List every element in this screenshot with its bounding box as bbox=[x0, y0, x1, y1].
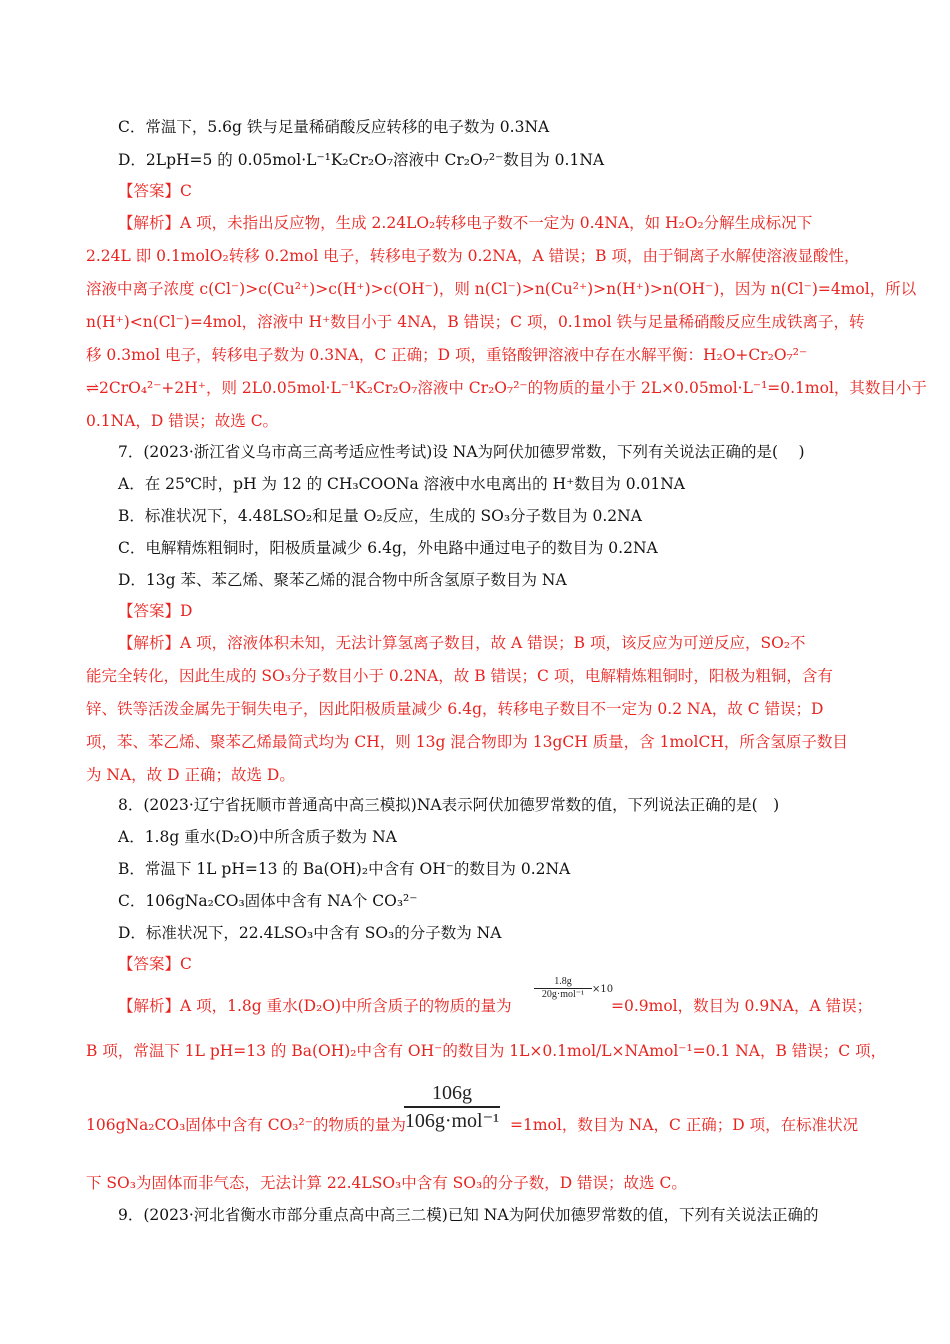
analysis-7-line3: 锌、铁等活泼金属先于铜失电子，因此阳极质量减少 6.4g，转移电子数目不一定为 0.2 NA，故 C 错误；D bbox=[86, 700, 824, 718]
analysis-7-line2: 能完全转化，因此生成的 SO₃分子数目小于 0.2NA，故 B 错误；C 项，电解精炼粗铜时，阳极为粗铜，含有 bbox=[86, 667, 833, 685]
fraction-denominator: 106g·mol⁻¹ bbox=[404, 1110, 500, 1132]
analysis-6-line6: ⇌2CrO₄²⁻+2H⁺，则 2L0.05mol·L⁻¹K₂Cr₂O₇溶液中 Cr₂O₇²⁻的物质的量小于 2L×0.05mol·L⁻¹=0.1mol，其数目小于 bbox=[86, 379, 927, 397]
question8-option-a: A．1.8g 重水(D₂O)中所含质子数为 NA bbox=[118, 828, 397, 846]
question7-option-c: C．电解精炼粗铜时，阳极质量减少 6.4g，外电路中通过电子的数目为 0.2NA bbox=[118, 539, 658, 557]
question7-option-d: D．13g 苯、苯乙烯、聚苯乙烯的混合物中所含氢原子数目为 NA bbox=[118, 571, 567, 589]
fraction-numerator: 1.8g bbox=[554, 976, 572, 987]
analysis-8-line3-start: 106gNa₂CO₃固体中含有 CO₃²⁻的物质的量为 bbox=[86, 1116, 406, 1134]
question6-option-c: C．常温下，5.6g 铁与足量稀硝酸反应转移的电子数为 0.3NA bbox=[118, 118, 550, 136]
analysis-6-line3: 溶液中离子浓度 c(Cl⁻)>c(Cu²⁺)>c(H⁺)>c(OH⁻)，则 n(Cl⁻)>n(Cu²⁺)>n(H⁺)>n(OH⁻)，因为 n(Cl⁻)=4mol，所以 bbox=[86, 280, 917, 298]
question7-option-b: B．标准状况下，4.48LSO₂和足量 O₂反应，生成的 SO₃分子数目为 0.2NA bbox=[118, 507, 642, 525]
analysis-6-line7: 0.1NA，D 错误；故选 C。 bbox=[86, 412, 279, 430]
analysis-6-line1: 【解析】A 项，未指出反应物，生成 2.24LO₂转移电子数不一定为 0.4NA，如 H₂O₂分解生成标况下 bbox=[118, 214, 813, 232]
question-9-stem: 9．(2023·河北省衡水市部分重点高中高三二模)已知 NA为阿伏加德罗常数的值，下列有关说法正确的 bbox=[118, 1206, 819, 1224]
fraction-proton-moles bbox=[534, 976, 592, 1001]
fraction-na2co3-moles bbox=[404, 1080, 500, 1134]
answer-7: 【答案】D bbox=[118, 602, 193, 620]
analysis-8-line1-start: 【解析】A 项，1.8g 重水(D₂O)中所含质子的物质的量为 bbox=[118, 997, 512, 1015]
question8-option-c: C．106gNa₂CO₃固体中含有 NA个 CO₃²⁻ bbox=[118, 892, 418, 910]
analysis-8-line3-end: =1mol，数目为 NA，C 正确；D 项，在标准状况 bbox=[510, 1116, 859, 1134]
question8-option-d: D．标准状况下，22.4LSO₃中含有 SO₃的分子数为 NA bbox=[118, 924, 502, 942]
analysis-7-line5: 为 NA，故 D 正确；故选 D。 bbox=[86, 766, 295, 784]
question-8-stem: 8．(2023·辽宁省抚顺市普通高中高三模拟)NA表示阿伏加德罗常数的值，下列说法正确的是( ) bbox=[118, 796, 780, 814]
answer-8: 【答案】C bbox=[118, 955, 192, 973]
fraction-multiplier: ×10 bbox=[592, 984, 614, 995]
analysis-6-line4: n(H⁺)<n(Cl⁻)=4mol，溶液中 H⁺数目小于 4NA，B 错误；C 项，0.1mol 铁与足量稀硝酸反应生成铁离子，转 bbox=[86, 313, 865, 331]
question-7-stem: 7．(2023·浙江省义乌市高三高考适应性考试)设 NA为阿伏加德罗常数，下列有关说法正确的是( ) bbox=[118, 443, 805, 461]
fraction-denominator: 20g·mol⁻¹ bbox=[541, 989, 585, 1000]
analysis-8-line1-end: =0.9mol，数目为 0.9NA，A 错误； bbox=[611, 997, 873, 1015]
analysis-6-line5: 移 0.3mol 电子，转移电子数为 0.3NA，C 正确；D 项，重铬酸钾溶液中存在水解平衡：H₂O+Cr₂O₇²⁻ bbox=[86, 346, 808, 364]
analysis-8-line2: B 项，常温下 1L pH=13 的 Ba(OH)₂中含有 OH⁻的数目为 1L×0.1mol/L×NAmol⁻¹=0.1 NA，B 错误；C 项， bbox=[86, 1042, 887, 1060]
answer-6: 【答案】C bbox=[118, 182, 192, 200]
analysis-7-line4: 项，苯、苯乙烯、聚苯乙烯最简式均为 CH，则 13g 混合物即为 13gCH 质量，含 1molCH，所含氢原子数目 bbox=[86, 733, 848, 751]
question7-option-a: A．在 25℃时，pH 为 12 的 CH₃COONa 溶液中水电离出的 H⁺数目为 0.01NA bbox=[118, 475, 685, 493]
analysis-7-line1: 【解析】A 项，溶液体积未知，无法计算氢离子数目，故 A 错误；B 项，该反应为可逆反应，SO₂不 bbox=[118, 634, 806, 652]
fraction-numerator: 106g bbox=[432, 1082, 472, 1104]
analysis-8-line4: 下 SO₃为固体而非气态，无法计算 22.4LSO₃中含有 SO₃的分子数，D 错误；故选 C。 bbox=[86, 1174, 687, 1192]
question6-option-d: D．2LpH=5 的 0.05mol·L⁻¹K₂Cr₂O₇溶液中 Cr₂O₇²⁻数目为 0.1NA bbox=[118, 151, 605, 169]
question8-option-b: B．常温下 1L pH=13 的 Ba(OH)₂中含有 OH⁻的数目为 0.2NA bbox=[118, 860, 571, 878]
analysis-6-line2: 2.24L 即 0.1molO₂转移 0.2mol 电子，转移电子数为 0.2NA，A 错误；B 项，由于铜离子水解使溶液显酸性， bbox=[86, 247, 860, 265]
